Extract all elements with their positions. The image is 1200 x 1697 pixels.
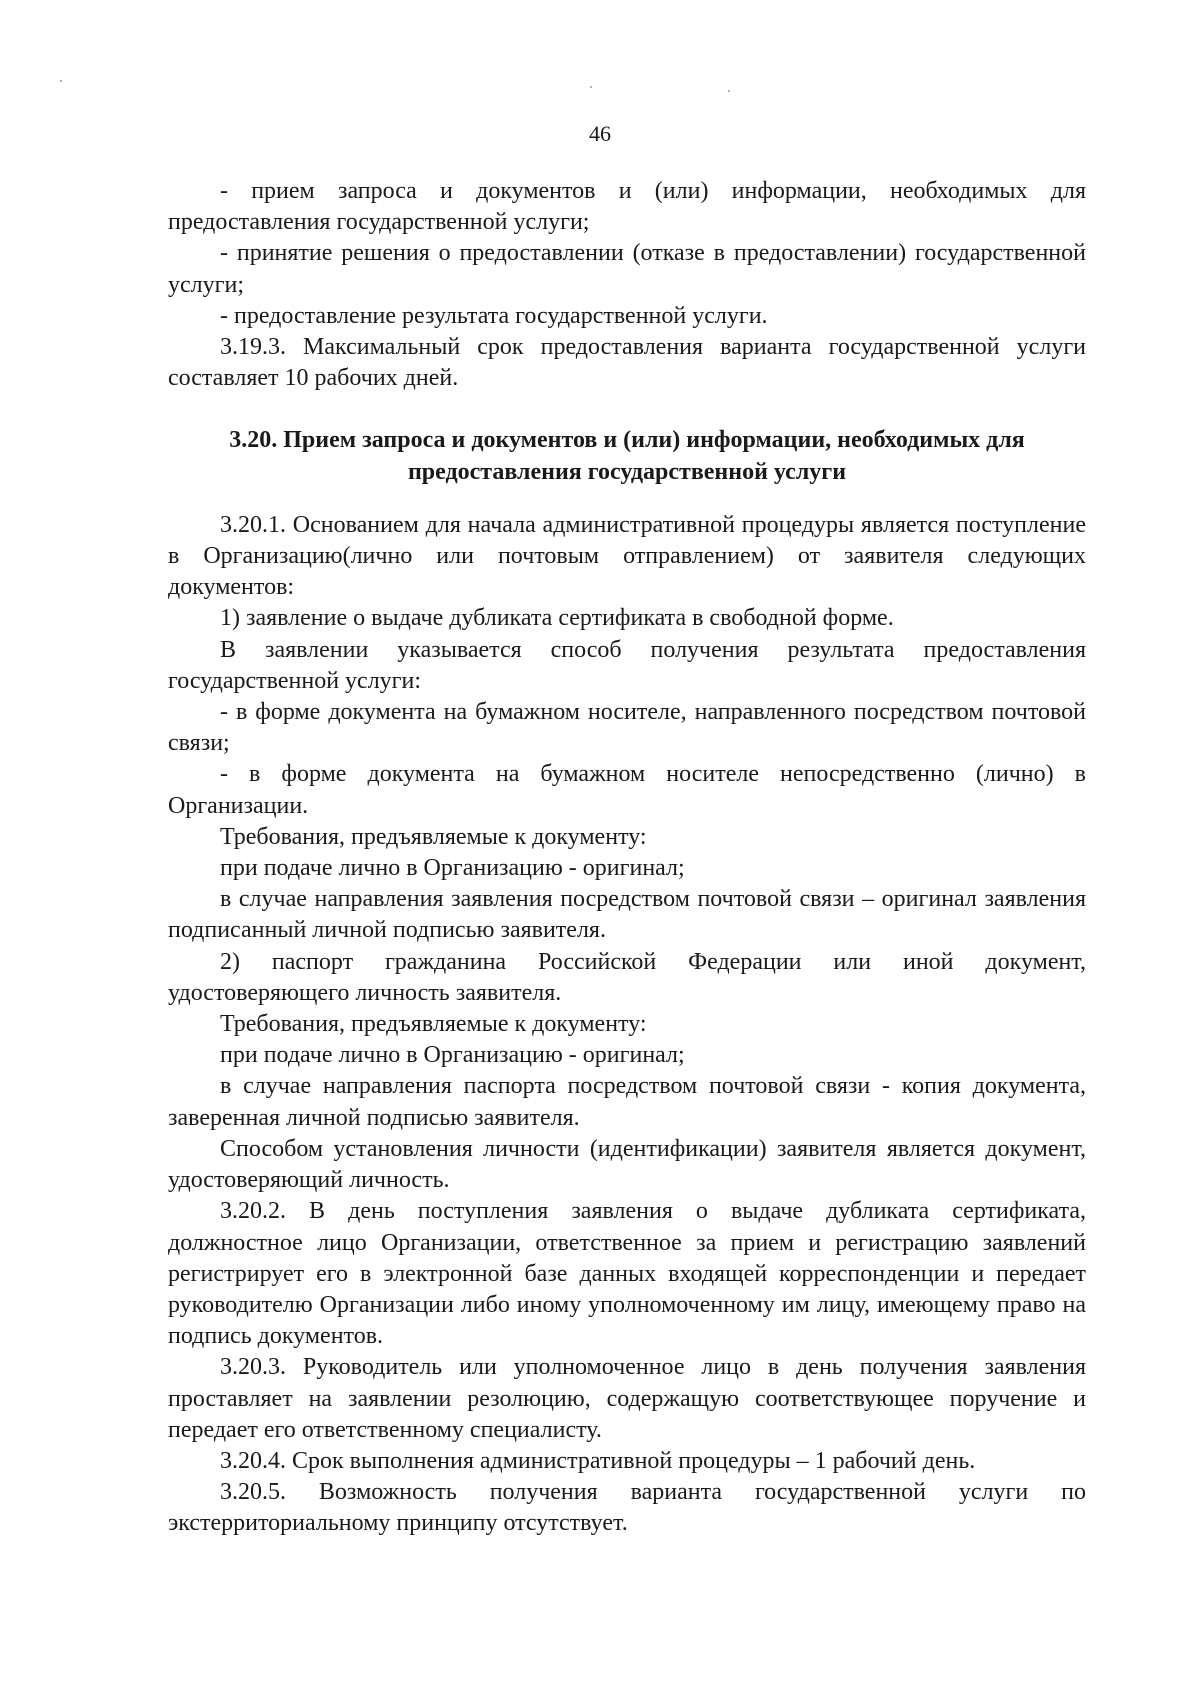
- paragraph: - прием запроса и документов и (или) информации, необходимых для предоставления государственной услуги;: [168, 178, 1086, 236]
- page-number: 46: [589, 121, 611, 146]
- paragraph: - принятие решения о предоставлении (отказе в предоставлении) государственной услуги;: [168, 240, 1086, 298]
- paragraph: 3.20.2. В день поступления заявления о выдаче дубликата сертификата, должностное лицо Организации, ответственное за прием и регистрацию заявлений регистрирует его в электронной базе данных входящей корреспонденции и передает руководителю Организации либо иному уполномоченному им лицу, имеющему право на подпись документов.: [168, 1198, 1086, 1350]
- paragraph: 3.19.3. Максимальный срок предоставления варианта государственной услуги составляет 10 рабочих дней.: [168, 334, 1086, 392]
- paragraph: в случае направления заявления посредством почтовой связи – оригинал заявления подписанный личной подписью заявителя.: [168, 886, 1086, 944]
- paragraph: 3.20.3. Руководитель или уполномоченное лицо в день получения заявления проставляет на заявлении резолюцию, содержащую соответствующее поручение и передает его ответственному специалисту.: [168, 1354, 1086, 1443]
- paragraph: в случае направления паспорта посредством почтовой связи - копия документа, заверенная личной подписью заявителя.: [168, 1073, 1086, 1131]
- scan-speck: [728, 90, 730, 92]
- paragraph: при подаче лично в Организацию - оригинал;: [220, 855, 685, 882]
- paragraph: Требования, предъявляемые к документу:: [220, 823, 647, 850]
- paragraph: - предоставление результата государственной услуги.: [220, 302, 768, 329]
- paragraph: 1) заявление о выдаче дубликата сертификата в свободной форме.: [220, 605, 894, 632]
- paragraph: Способом установления личности (идентификации) заявителя является документ, удостоверяющий личность.: [168, 1135, 1086, 1194]
- paragraph: 3.20.4. Срок выполнения административной процедуры – 1 рабочий день.: [220, 1447, 976, 1474]
- scan-speck: [590, 86, 592, 88]
- document-body: [168, 176, 1086, 1540]
- paragraph: В заявлении указывается способ получения результата предоставления государственной услуги:: [168, 636, 1086, 694]
- section-heading: 3.20. Прием запроса и документов и (или) информации, необходимых для предоставления государственной услуги: [229, 427, 1025, 485]
- paragraph: Требования, предъявляемые к документу:: [220, 1011, 647, 1038]
- paragraph: 3.20.1. Основанием для начала административной процедуры является поступление в Организацию(лично или почтовым отправлением) от заявителя следующих документов:: [168, 511, 1086, 601]
- paragraph: - в форме документа на бумажном носителе, направленного посредством почтовой связи;: [168, 699, 1086, 757]
- paragraph: 3.20.5. Возможность получения варианта государственной услуги по экстерриториальному принципу отсутствует.: [168, 1479, 1086, 1537]
- paragraph: 2) паспорт гражданина Российской Федерации или иной документ, удостоверяющего личность заявителя.: [168, 948, 1086, 1006]
- scan-speck: [60, 80, 62, 82]
- paragraph: - в форме документа на бумажном носителе непосредственно (лично) в Организации.: [168, 761, 1086, 819]
- paragraph: при подаче лично в Организацию - оригинал;: [220, 1042, 685, 1069]
